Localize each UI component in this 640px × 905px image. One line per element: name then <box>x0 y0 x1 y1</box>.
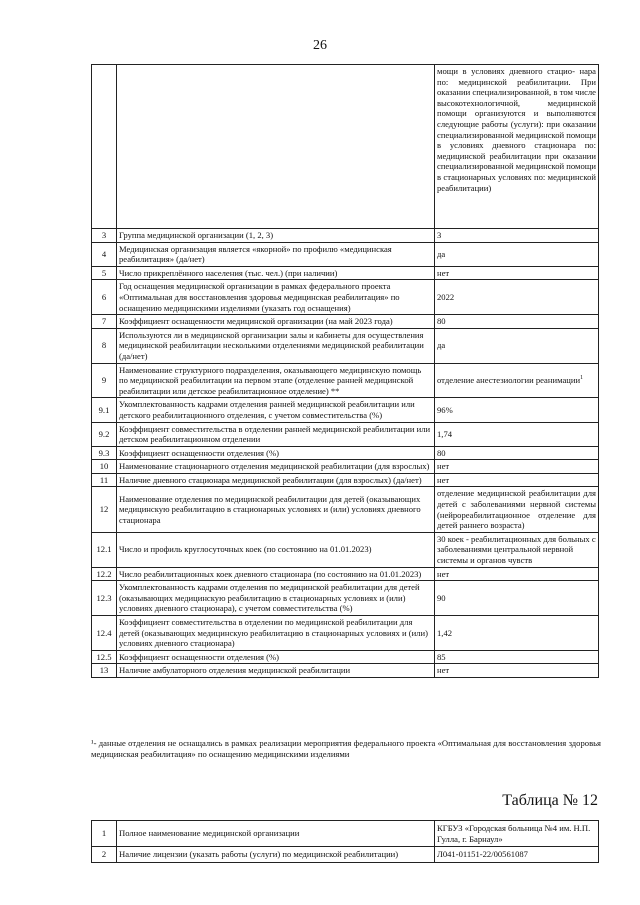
row-label: Наличие лицензии (указать работы (услуги) по медицинской реабилитации) <box>117 847 435 863</box>
row-label: Коэффициент оснащенности медицинской организации (на май 2023 года) <box>117 315 435 329</box>
row-label: Медицинская организация является «якорной» по профилю «медицинская реабилитация» (да/нет) <box>117 242 435 266</box>
row-label: Наименование стационарного отделения медицинской реабилитации (для взрослых) <box>117 460 435 474</box>
row-label: Используются ли в медицинской организации залы и кабинеты для осуществления медицинской реабилитации несколькими отделениями медицинской реабилитации (да/нет) <box>117 328 435 363</box>
row-value: нет <box>435 567 599 581</box>
row-number: 6 <box>92 280 117 315</box>
row-value: да <box>435 242 599 266</box>
row-value: мощи в условиях дневного стацио- нара по: медицинской реабилитации. При оказании специализированной, в том числе высокотехнологичной, медицинской помощи организуются и выполняются следующие работы (услуги): при оказании специализированной медицинской помощи в условиях дневного стационара по: медицинской реабилитации при оказании специализированной медицинской помощи в стационарных условиях по: медицинской реабилитации) <box>435 65 599 229</box>
table-row <box>92 363 599 398</box>
row-label: Число и профиль круглосуточных коек (по состоянию на 01.01.2023) <box>117 532 435 567</box>
row-value: нет <box>435 664 599 678</box>
row-label: Год оснащения медицинской организации в рамках федерального проекта «Оптимальная для восстановления здоровья медицинская реабилитация» по оснащению медицинскими изделиями (указать год оснащения) <box>117 280 435 315</box>
table-row <box>92 65 599 229</box>
row-label: Наличие дневного стационара медицинской реабилитации (для взрослых) (да/нет) <box>117 473 435 487</box>
row-label: Коэффициент оснащенности отделения (%) <box>117 650 435 664</box>
table-row <box>92 229 599 243</box>
row-value: 2022 <box>435 280 599 315</box>
table-row <box>92 487 599 532</box>
row-number: 1 <box>92 821 117 847</box>
row-label: Число прикреплённого населения (тыс. чел.) (при наличии) <box>117 266 435 280</box>
row-value: нет <box>435 266 599 280</box>
table-row <box>92 664 599 678</box>
row-value: 1,74 <box>435 422 599 446</box>
table-12 <box>91 820 599 863</box>
row-number: 12.5 <box>92 650 117 664</box>
row-value: 3 <box>435 229 599 243</box>
row-number: 4 <box>92 242 117 266</box>
main-table <box>91 64 599 678</box>
row-value: 85 <box>435 650 599 664</box>
row-number: 8 <box>92 328 117 363</box>
row-label: Наименование отделения по медицинской реабилитации для детей (оказывающих медицинскую реабилитацию в стационарных условиях и (или) условиях дневного стационара <box>117 487 435 532</box>
row-value: 1,42 <box>435 616 599 651</box>
row-value: нет <box>435 473 599 487</box>
row-value: 96% <box>435 398 599 422</box>
table-row <box>92 460 599 474</box>
row-number: 3 <box>92 229 117 243</box>
table-row <box>92 616 599 651</box>
row-label: Укомплектованность кадрами отделения по медицинской реабилитации для детей (оказывающих медицинскую реабилитацию в стационарных условиях и (или) условиях дневного стационара), с учетом совместительства (%) <box>117 581 435 616</box>
table-title: Таблица № 12 <box>502 792 598 809</box>
row-value: 80 <box>435 446 599 460</box>
row-number: 5 <box>92 266 117 280</box>
row-value: отделение медицинской реабилитации для детей с заболеваниями нервной системы (нейрореабилитационное отделение для детей раннего возраста) <box>435 487 599 532</box>
row-number: 11 <box>92 473 117 487</box>
row-value: Л041-01151-22/00561087 <box>435 847 599 863</box>
row-value: 30 коек - реабилитационных для больных с заболеваниями центральной нервной системы и органов чувств <box>435 532 599 567</box>
row-value <box>435 363 599 398</box>
table-row <box>92 398 599 422</box>
row-value: 90 <box>435 581 599 616</box>
table-row <box>92 328 599 363</box>
row-value: нет <box>435 460 599 474</box>
row-number: 10 <box>92 460 117 474</box>
row-number: 12 <box>92 487 117 532</box>
row-number <box>92 65 117 229</box>
table-row <box>92 422 599 446</box>
table-row <box>92 280 599 315</box>
row-label: Число реабилитационных коек дневного стационара (по состоянию на 01.01.2023) <box>117 567 435 581</box>
row-number: 12.2 <box>92 567 117 581</box>
table-row <box>92 567 599 581</box>
footnote: ¹- данные отделения не оснащались в рамках реализации мероприятия федерального проекта «Оптимальная для восстановления здоровья медицинская реабилитация» по оснащению медицинскими изделиями <box>91 738 601 759</box>
row-value: да <box>435 328 599 363</box>
table-row <box>92 473 599 487</box>
table-row <box>92 581 599 616</box>
row-number: 13 <box>92 664 117 678</box>
row-number: 2 <box>92 847 117 863</box>
row-number: 9.3 <box>92 446 117 460</box>
table-row <box>92 315 599 329</box>
table-row <box>92 446 599 460</box>
row-label: Укомплектованность кадрами отделения ранней медицинской реабилитации или детского реабилитационного отделения, с учетом совместительства (%) <box>117 398 435 422</box>
table-row <box>92 821 599 847</box>
row-value: 80 <box>435 315 599 329</box>
table-row <box>92 650 599 664</box>
row-number: 9.1 <box>92 398 117 422</box>
row-label: Коэффициент совместительства в отделении по медицинской реабилитации для детей (оказывающих медицинскую реабилитацию в стационарных условиях и (или) условиях дневного стационара) <box>117 616 435 651</box>
row-number: 9.2 <box>92 422 117 446</box>
page-number: 26 <box>313 38 327 53</box>
row-number: 12.1 <box>92 532 117 567</box>
table-row <box>92 266 599 280</box>
row-number: 12.4 <box>92 616 117 651</box>
table-row <box>92 532 599 567</box>
row-label: Группа медицинской организации (1, 2, 3) <box>117 229 435 243</box>
footnote-mark: 1 <box>580 375 584 382</box>
row-label: Коэффициент оснащенности отделения (%) <box>117 446 435 460</box>
row-number: 9 <box>92 363 117 398</box>
row-number: 7 <box>92 315 117 329</box>
row-label: Полное наименование медицинской организации <box>117 821 435 847</box>
row-label <box>117 65 435 229</box>
row-number: 12.3 <box>92 581 117 616</box>
row-label: Наличие амбулаторного отделения медицинской реабилитации <box>117 664 435 678</box>
row-label: Коэффициент совместительства в отделении ранней медицинской реабилитации или детском реабилитационном отделении <box>117 422 435 446</box>
row-value: КГБУЗ «Городская больница №4 им. Н.П. Гулла, г. Барнаул» <box>435 821 599 847</box>
row-value-text: отделение анестезиологии реанимации <box>437 375 581 386</box>
row-label: Наименование структурного подразделения, оказывающего медицинскую помощь по медицинской реабилитации на первом этапе (отделение ранней медицинской реабилитации или детское реабилитационное отделение) ** <box>117 363 435 398</box>
table-row <box>92 847 599 863</box>
table-row <box>92 242 599 266</box>
